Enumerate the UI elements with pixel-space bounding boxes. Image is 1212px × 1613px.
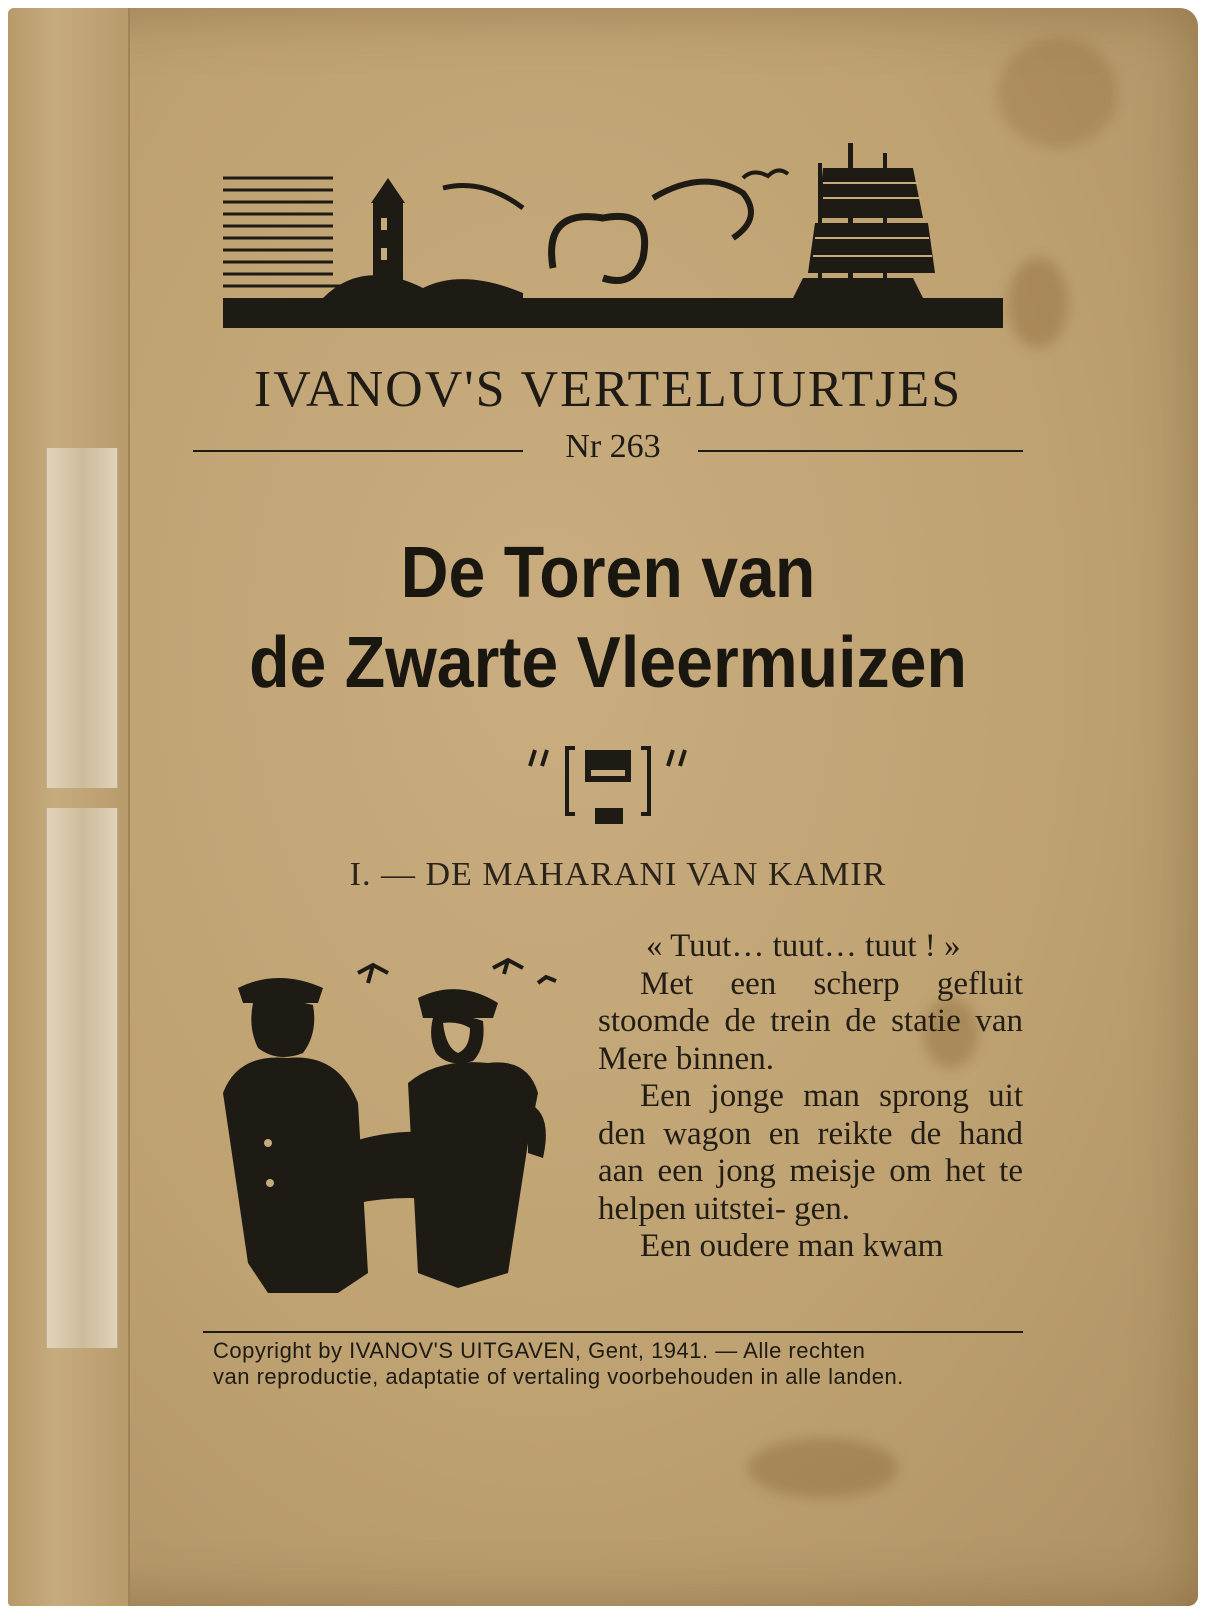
spine-tape bbox=[46, 808, 118, 1348]
spine-tape bbox=[46, 448, 118, 788]
book-title-line-1: De Toren van bbox=[400, 533, 816, 613]
stain bbox=[748, 1438, 898, 1498]
paragraph: « Tuut… tuut… tuut ! » bbox=[646, 928, 961, 964]
issue-number: Nr 263 bbox=[565, 428, 661, 465]
divider-rule bbox=[203, 1331, 1023, 1333]
divider-rule bbox=[193, 450, 523, 452]
copyright-line-1: Copyright by IVANOV'S UITGAVEN, Gent, 1941. — Alle rechten bbox=[213, 1338, 866, 1363]
copyright-notice bbox=[213, 1338, 1033, 1390]
paragraph: Een jonge man sprong uit den wagon en reikte de hand aan een jong meisje om het te helpen uitstei- gen. bbox=[598, 1078, 1023, 1227]
story-opening-text bbox=[598, 928, 1023, 1266]
woodcut-banner-illustration bbox=[223, 138, 1023, 338]
series-title: IVANOV'S VERTELUURTJES bbox=[253, 361, 963, 418]
paragraph: Met een scherp gefluit stoomde de trein de statie van Mere binnen. bbox=[598, 965, 1023, 1077]
book-title-line-2: de Zwarte Vleermuizen bbox=[249, 623, 967, 703]
paragraph: Een oudere man kwam bbox=[640, 1228, 944, 1264]
stain bbox=[998, 38, 1118, 148]
book-cover bbox=[8, 8, 1198, 1606]
chapter-heading: I. — DE MAHARANI VAN KAMIR bbox=[349, 856, 887, 893]
divider-rule bbox=[698, 450, 1023, 452]
book-title bbox=[194, 528, 1022, 708]
book-spine bbox=[8, 8, 130, 1606]
bat-tower-emblem bbox=[523, 736, 703, 826]
sailor-and-young-man-illustration bbox=[208, 943, 588, 1303]
copyright-line-2: van reproductie, adaptatie of vertaling voorbehouden in alle landen. bbox=[213, 1364, 904, 1389]
